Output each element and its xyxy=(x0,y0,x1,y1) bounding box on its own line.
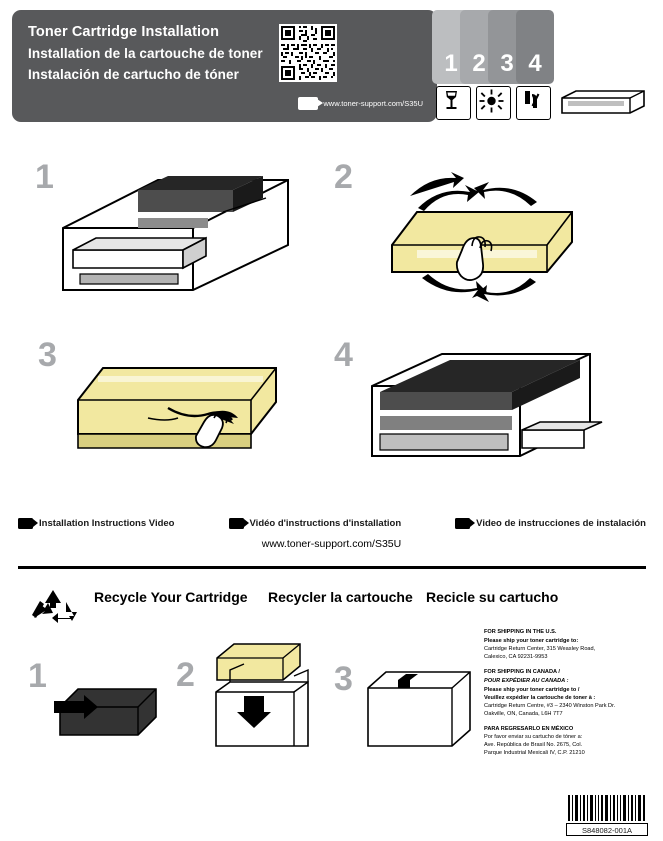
title-french: Installation de la cartouche de toner xyxy=(28,46,263,61)
title-english: Toner Cartridge Installation xyxy=(28,24,220,40)
video-camera-icon xyxy=(229,518,244,529)
title-spanish: Instalación de cartucho de tóner xyxy=(28,67,239,82)
recycle-title-fr: Recycler la cartouche xyxy=(268,589,413,605)
step-chip-group xyxy=(432,10,560,84)
video-camera-icon xyxy=(18,518,33,529)
do-not-expose-to-light-icon xyxy=(476,86,511,120)
shipping-ca-heading-en: FOR SHIPPING IN CANADA / xyxy=(484,669,560,676)
install-step-3 xyxy=(18,330,318,498)
bag-into-box-illustration xyxy=(172,636,332,766)
recycle-step-1 xyxy=(20,645,170,765)
step-number-4: 4 xyxy=(334,336,353,374)
video-link-en[interactable] xyxy=(18,518,174,529)
video-link-es[interactable] xyxy=(455,518,646,529)
symbol-row xyxy=(436,86,648,120)
recycle-step-number-3: 3 xyxy=(334,660,353,698)
header-video-url: www.toner-support.com/S35U xyxy=(323,99,423,108)
video-label-fr: Vidéo d'instructions d'installation xyxy=(249,517,402,529)
qr-code-icon[interactable] xyxy=(279,24,337,82)
shipping-mx-line3: Parque Industrial Mexicali IV, C.P. 21210 xyxy=(484,750,585,757)
do-not-touch-drum-icon xyxy=(516,86,551,120)
toner-cartridge-icon xyxy=(556,86,648,118)
shipping-us-heading: FOR SHIPPING IN THE U.S. xyxy=(484,629,557,635)
recycle-title-en: Recycle Your Cartridge xyxy=(94,589,248,605)
recycle-step-3 xyxy=(330,648,480,768)
recycle-header xyxy=(28,588,628,622)
shipping-us-line2: Cartridge Return Center, 315 Weasley Road, xyxy=(484,646,596,653)
install-step-1 xyxy=(18,150,318,320)
step-chip-4: 4 xyxy=(516,10,554,84)
step-number-2: 2 xyxy=(334,158,353,196)
recycle-step-number-2: 2 xyxy=(176,656,195,694)
recycle-arrows-icon xyxy=(28,588,80,624)
header-banner xyxy=(12,10,437,122)
shipping-mx-line2: Ave. República de Brasil No. 2675, Col. xyxy=(484,742,583,749)
step-number-1: 1 xyxy=(35,158,54,196)
shipping-us-line1: Please ship your toner cartridge to: xyxy=(484,638,579,645)
video-label-es: Video de instrucciones de instalación xyxy=(476,517,646,529)
video-label-en: Installation Instructions Video xyxy=(39,517,175,529)
step-number-3: 3 xyxy=(38,336,57,374)
recycle-step-2 xyxy=(172,636,332,766)
remove-seal-illustration xyxy=(18,330,318,498)
printer-open-cover-illustration xyxy=(18,150,318,320)
shake-cartridge-illustration xyxy=(322,150,642,320)
header-video-link[interactable] xyxy=(298,97,423,110)
shipping-ca-line3: Cartridge Return Centre, #3 – 2340 Winston Park Dr. xyxy=(484,702,616,709)
shipping-us-line3: Calexico, CA 92231-9953 xyxy=(484,654,548,661)
section-divider xyxy=(18,566,646,569)
video-link-fr[interactable] xyxy=(229,518,402,529)
shipping-mx-heading: PARA REGRESARLO EN MÉXICO xyxy=(484,726,574,733)
shipping-ca-line2: Veuillez expédier la cartouche de toner à : xyxy=(484,694,596,701)
insert-cartridge-illustration xyxy=(322,330,642,498)
step-chip-1: 1 xyxy=(432,10,470,84)
recycle-step-number-1: 1 xyxy=(28,657,47,695)
shipping-ca-line1: Please ship your toner cartridge to / xyxy=(484,686,580,693)
barcode-icon xyxy=(568,795,646,821)
video-camera-icon xyxy=(455,518,470,529)
shipping-addresses xyxy=(484,628,649,758)
step-chip-2: 2 xyxy=(460,10,498,84)
shipping-ca-heading-fr: POUR EXPÉDIER AU CANADA : xyxy=(484,677,569,684)
install-step-2 xyxy=(322,150,642,320)
video-url-line[interactable]: www.toner-support.com/S35U xyxy=(261,538,402,550)
fragile-glass-icon xyxy=(436,86,471,120)
install-step-4 xyxy=(322,330,642,498)
video-links-row xyxy=(18,512,646,534)
shipping-ca-line4: Oakville, ON, Canada, L6H 7T7 xyxy=(484,710,563,717)
video-camera-icon xyxy=(298,97,318,110)
part-number: S848082-001A xyxy=(566,823,648,836)
recycle-title-es: Recicle su cartucho xyxy=(426,589,559,605)
shipping-mx-line1: Por favor enviar su cartucho de tóner a: xyxy=(484,734,583,741)
step-chip-3: 3 xyxy=(488,10,526,84)
